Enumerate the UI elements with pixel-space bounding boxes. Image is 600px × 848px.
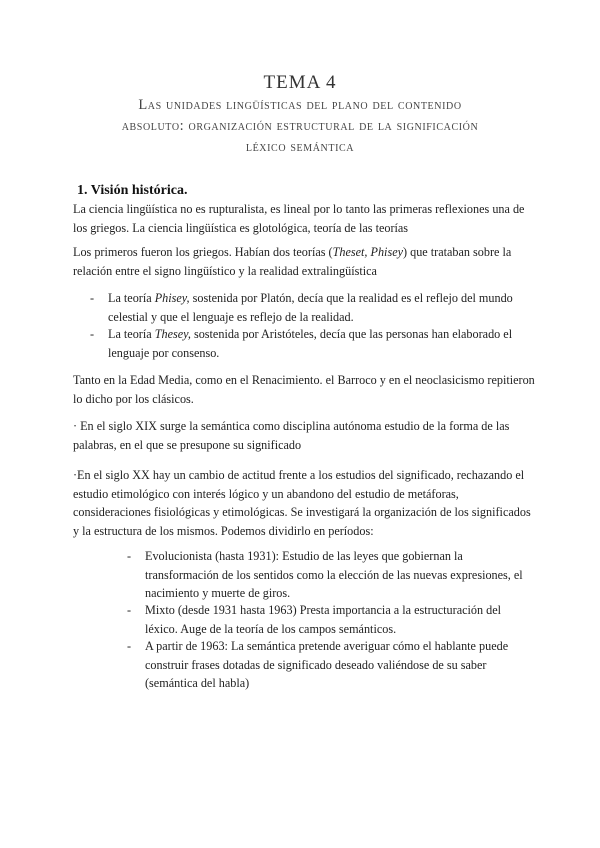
bullet-dash: -: [127, 549, 132, 563]
page-title: TEMA 4: [263, 72, 337, 93]
bullet-dash: -: [127, 639, 132, 653]
bullet-dash: -: [90, 291, 95, 305]
paragraph-middle-ages: Tanto en la Edad Media, como en el Renacimiento. el Barroco y en el neoclasicismo repitieron lo dicho por los clásicos.: [73, 373, 535, 406]
list-item: - Mixto (desde 1931 hasta 1963) Presta importancia a la estructuración del léxico. Auge de la teoría de los campos semánticos.: [127, 603, 502, 636]
section-heading: 1. Visión histórica.: [77, 183, 188, 198]
list-item: - La teoría Phisey, sostenida por Platón, decía que la realidad es el reflejo del mundo celestial y que el lenguaje es reflejo de la realidad.: [90, 291, 513, 324]
list-item: - La teoría Thesey, sostenida por Aristóteles, decía que las personas han elaborado el lenguaje por consenso.: [90, 327, 513, 360]
subtitle-line-3: léxico semántica: [245, 139, 355, 155]
list-item: - A partir de 1963: La semántica pretende averiguar cómo el hablante puede construir frases dotadas de significado deseado valiéndose de su saber (semántica del habla): [127, 639, 509, 690]
page-subtitle: [60, 95, 540, 158]
bullet-dash: -: [90, 327, 95, 341]
paragraph-xix: · En el siglo XIX surge la semántica como disciplina autónoma estudio de la forma de las palabras, en el que se presupone su significado: [73, 419, 510, 452]
paragraph-xx: ·En el siglo XX hay un cambio de actitud frente a los estudios del significado, rechazando el estudio etimológico con interés lógico y un abandono del estudio de metáforas, consideraciones fisiológicas y etimológicas. Se investigará la organización de los significados y la estructura de los mismos. Podemos dividirlo en períodos:: [73, 468, 531, 538]
paragraph-greeks: Los primeros fueron los griegos. Habían dos teorías (Theset, Phisey) que trataban sobre la relación entre el signo lingüístico y la realidad extralingüística: [73, 245, 512, 278]
bullet-dash: -: [127, 603, 132, 617]
subtitle-line-1: Las unidades lingüísticas del plano del contenido: [138, 97, 462, 113]
paragraph-intro: La ciencia lingüística no es rupturalista, es lineal por lo tanto las primeras reflexiones una de los griegos. La ciencia lingüística es glotológica, teoría de las teorías: [73, 202, 525, 235]
list-item: - Evolucionista (hasta 1931): Estudio de las leyes que gobiernan la transformación de los sentidos como la elección de las nuevas expresiones, el nacimiento y muerte de giros.: [127, 549, 523, 600]
subtitle-line-2: absoluto: organización estructural de la significación: [121, 118, 479, 134]
